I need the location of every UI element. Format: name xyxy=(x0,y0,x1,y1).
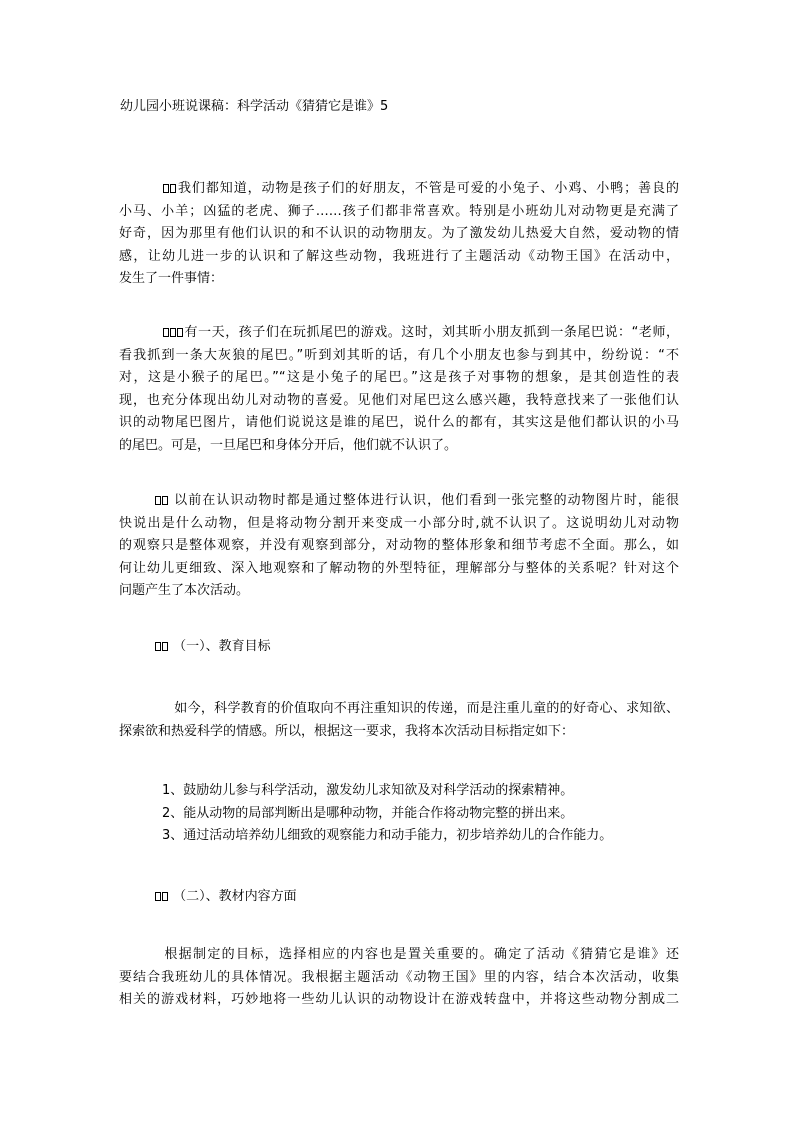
missing-glyph-icon xyxy=(163,328,169,337)
missing-glyph-icon xyxy=(162,892,168,901)
missing-glyph-icon xyxy=(170,328,176,337)
document-title: 幼儿园小班说课稿：科学活动《猜猜它是谁》5 xyxy=(120,99,389,114)
paragraph-line: 问题产生了本次活动。 xyxy=(119,583,250,598)
paragraph-line: 要结合我班幼儿的具体情况。我根据主题活动《动物王国》里的内容，结合本次活动，收集 xyxy=(119,969,679,985)
paragraph-intro xyxy=(119,178,679,291)
paragraph-line: 识的动物尾巴图片，请他们说说这是谁的尾巴，说什么的都有，其实这是他们都认识的小马 xyxy=(119,415,679,430)
paragraph-line: 小马、小羊；凶猛的老虎、狮子……孩子们都非常喜欢。特别是小班幼儿对动物更是充满了 xyxy=(119,203,679,219)
missing-glyph-icon xyxy=(163,184,169,193)
goals-list xyxy=(162,780,612,848)
paragraph-line: 探索欲和热爱科学的情感。所以，根据这一要求，我将本次活动目标指定如下： xyxy=(119,723,575,739)
section-heading-goals: （一）、教育目标 xyxy=(155,637,271,657)
paragraph-line: 如今，科学教育的价值取向不再注重知识的传递，而是注重儿童的的好奇心、求知欲、 xyxy=(174,701,679,716)
missing-glyph-icon xyxy=(170,184,176,193)
paragraph-content-selection xyxy=(119,944,679,1012)
missing-glyph-icon xyxy=(177,328,183,337)
paragraph-tail-game xyxy=(119,322,679,457)
paragraph-line: 相关的游戏材料，巧妙地将一些幼儿认识的动物设计在游戏转盘中，并将这些动物分割成二 xyxy=(119,992,679,1007)
paragraph-line: 对，这是小猴子的尾巴。”“这是小兔子的尾巴。”这是孩子对事物的想象，是其创造性的表 xyxy=(119,370,679,385)
missing-glyph-icon xyxy=(155,642,161,651)
paragraph-science-education xyxy=(119,698,679,743)
paragraph-line: 的观察只是整体观察，并没有观察到部分，对动物的整体形象和细节考虑不全面。那么，如 xyxy=(119,538,679,553)
paragraph-line: 的尾巴。可是，一旦尾巴和身体分开后，他们就不认识了。 xyxy=(119,437,458,453)
paragraph-line: 快说出是什么动物，但是将动物分割开来变成一小部分时,就不认识了。这说明幼儿对动物 xyxy=(119,515,679,531)
paragraph-line: 感，让幼儿进一步的认识和了解这些动物，我班进行了主题活动《动物王国》在活动中， xyxy=(119,248,679,264)
missing-glyph-icon xyxy=(162,642,168,651)
missing-glyph-icon xyxy=(155,496,161,505)
paragraph-line: 有一天，孩子们在玩抓尾巴的游戏。这时，刘其昕小朋友抓到一条尾巴说：“老师， xyxy=(184,325,679,340)
paragraph-line: 看我抓到一条大灰狼的尾巴。”听到刘其昕的话，有几个小朋友也参与到其中，纷纷说：“不 xyxy=(119,347,679,363)
list-item: 1、鼓励幼儿参与科学活动，激发幼儿求知欲及对科学活动的探索精神。 xyxy=(162,783,574,798)
paragraph-line: 根据制定的目标，选择相应的内容也是置关重要的。确定了活动《猜猜它是谁》还 xyxy=(163,947,679,962)
paragraph-observation xyxy=(119,490,679,603)
paragraph-line: 我们都知道，动物是孩子们的好朋友，不管是可爱的小兔子、小鸡、小鸭；善良的 xyxy=(177,181,679,196)
section-heading-content: （二）、教材内容方面 xyxy=(155,887,297,907)
list-item: 3、通过活动培养幼儿细致的观察能力和动手能力，初步培养幼儿的合作能力。 xyxy=(162,828,613,843)
paragraph-line: 发生了一件事情： xyxy=(119,271,224,286)
paragraph-line: 以前在认识动物时都是通过整体进行认识，他们看到一张完整的动物图片时，能很 xyxy=(169,493,679,508)
missing-glyph-icon xyxy=(155,892,161,901)
missing-glyph-icon xyxy=(162,496,168,505)
list-item: 2、能从动物的局部判断出是哪种动物，并能合作将动物完整的拼出来。 xyxy=(162,805,574,821)
paragraph-line: 好奇，因为那里有他们认识的和不认识的动物朋友。为了激发幼儿热爱大自然，爱动物的情 xyxy=(119,226,679,241)
paragraph-line: 何让幼儿更细致、深入地观察和了解动物的外型特征，理解部分与整体的关系呢？针对这个 xyxy=(119,560,679,576)
paragraph-line: 现，也充分体现出幼儿对动物的喜爱。见他们对尾巴这么感兴趣，我特意找来了一张他们认 xyxy=(119,392,679,408)
